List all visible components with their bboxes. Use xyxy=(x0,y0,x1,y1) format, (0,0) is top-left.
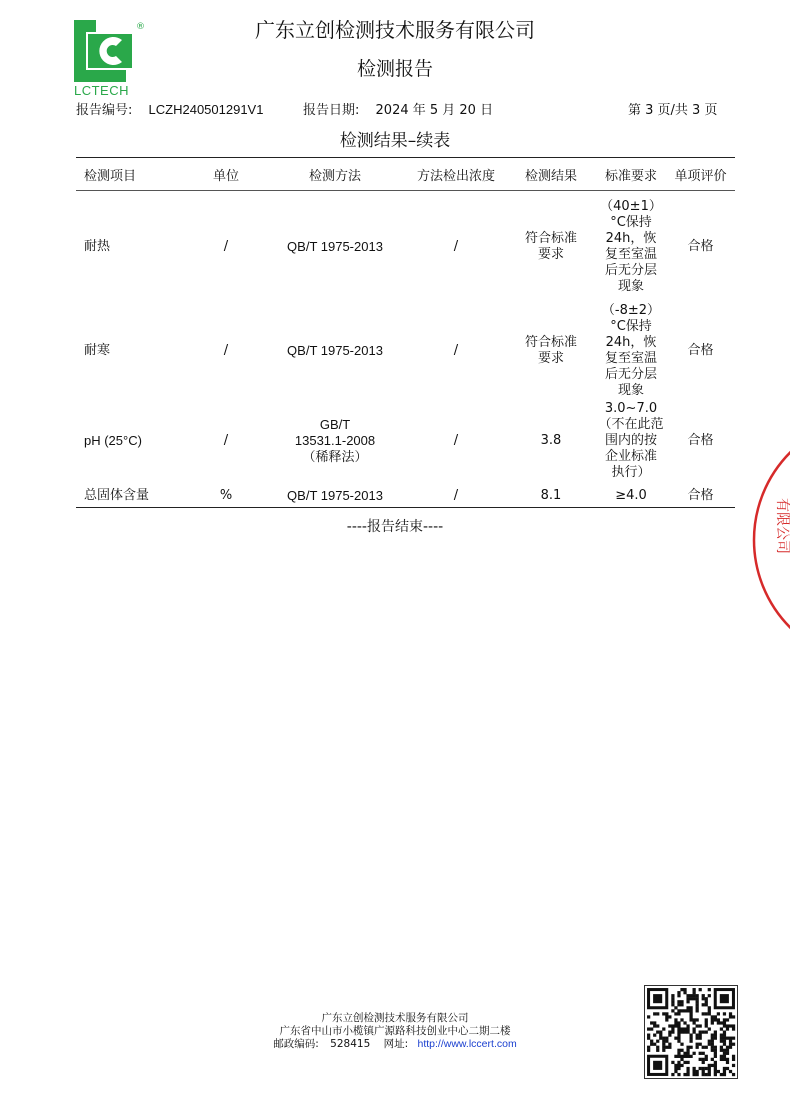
footer-company: 广东立创检测技术服务有限公司 xyxy=(321,1012,469,1024)
table-row xyxy=(76,303,735,399)
report-date-label: 报告日期: xyxy=(303,103,360,118)
cell-result: 符合标准 要求 xyxy=(524,230,577,262)
cell-standard: 3.0~7.0 （不在此范 围内的按 企业标准 执行） xyxy=(598,400,664,480)
cell-standard: （40±1） °C保持 24h，恢 复至室温 后无分层 现象 xyxy=(600,198,662,294)
header-item: 检测项目 xyxy=(76,158,188,191)
cell-method: QB/T 1975-2013 xyxy=(287,342,383,358)
seal-text: 有限公司 xyxy=(774,498,790,554)
table-row xyxy=(76,483,735,509)
header-result: 检测结果 xyxy=(506,158,596,191)
cell-lod: / xyxy=(453,487,459,503)
report-end-marker: ----报告结束---- xyxy=(346,519,444,535)
cell-method: GB/T 13531.1-2008 （稀释法） xyxy=(294,416,376,464)
cell-unit: / xyxy=(223,432,229,448)
report-number xyxy=(76,99,263,118)
qr-code xyxy=(644,985,738,1079)
results-table xyxy=(76,158,735,509)
cell-method: QB/T 1975-2013 xyxy=(287,238,383,254)
registered-mark: ® xyxy=(136,22,145,32)
footer-address: 广东省中山市小榄镇广源路科技创业中心二期二楼 xyxy=(279,1025,511,1037)
cell-result: 8.1 xyxy=(540,487,562,503)
cell-unit: / xyxy=(223,238,229,254)
section-title: 检测结果–续表 xyxy=(339,131,451,151)
cell-evaluation: 合格 xyxy=(687,238,714,254)
page-indicator: 第 3 页/共 3 页 xyxy=(628,103,718,118)
table-row xyxy=(76,399,735,483)
website-label: 网址: xyxy=(383,1038,409,1050)
table-row xyxy=(76,191,735,303)
header-evaluation: 单项评价 xyxy=(666,158,735,191)
cell-lod: / xyxy=(453,432,459,448)
cell-lod: / xyxy=(453,238,459,254)
cell-unit: / xyxy=(223,342,229,358)
cell-item: 耐热 xyxy=(84,238,111,254)
cell-evaluation: 合格 xyxy=(687,432,714,448)
cell-item: 总固体含量 xyxy=(84,487,150,503)
cell-standard: ≥4.0 xyxy=(615,487,647,503)
report-number-label: 报告编号: xyxy=(76,103,133,118)
cell-method: QB/T 1975-2013 xyxy=(287,487,383,503)
report-number-value: LCZH240501291V1 xyxy=(148,102,264,117)
postcode-label: 邮政编码: xyxy=(273,1038,319,1050)
company-seal xyxy=(748,478,790,602)
cell-lod: / xyxy=(453,342,459,358)
cell-item: pH (25°C) xyxy=(84,432,142,448)
cell-evaluation: 合格 xyxy=(687,342,714,358)
postcode-value: 528415 xyxy=(330,1038,371,1050)
cell-evaluation: 合格 xyxy=(687,487,714,503)
table-bottom-rule xyxy=(76,507,735,508)
header-lod: 方法检出浓度 xyxy=(406,158,506,191)
header-unit: 单位 xyxy=(188,158,264,191)
cell-result: 3.8 xyxy=(540,432,562,448)
header-method: 检测方法 xyxy=(264,158,406,191)
report-date xyxy=(303,99,493,118)
logo-text: LCTECH xyxy=(74,83,130,98)
cell-item: 耐寒 xyxy=(84,342,111,358)
cell-result: 符合标准 要求 xyxy=(524,334,577,366)
cell-standard: （-8±2） °C保持 24h，恢 复至室温 后无分层 现象 xyxy=(601,302,661,398)
table-header-row xyxy=(76,158,735,191)
report-date-value: 2024 年 5 月 20 日 xyxy=(375,103,494,118)
website-link[interactable]: http://www.lccert.com xyxy=(417,1038,517,1050)
header-standard: 标准要求 xyxy=(596,158,666,191)
company-name: 广东立创检测技术服务有限公司 xyxy=(255,18,535,42)
document-title: 检测报告 xyxy=(356,58,433,80)
cell-unit: % xyxy=(219,487,233,503)
